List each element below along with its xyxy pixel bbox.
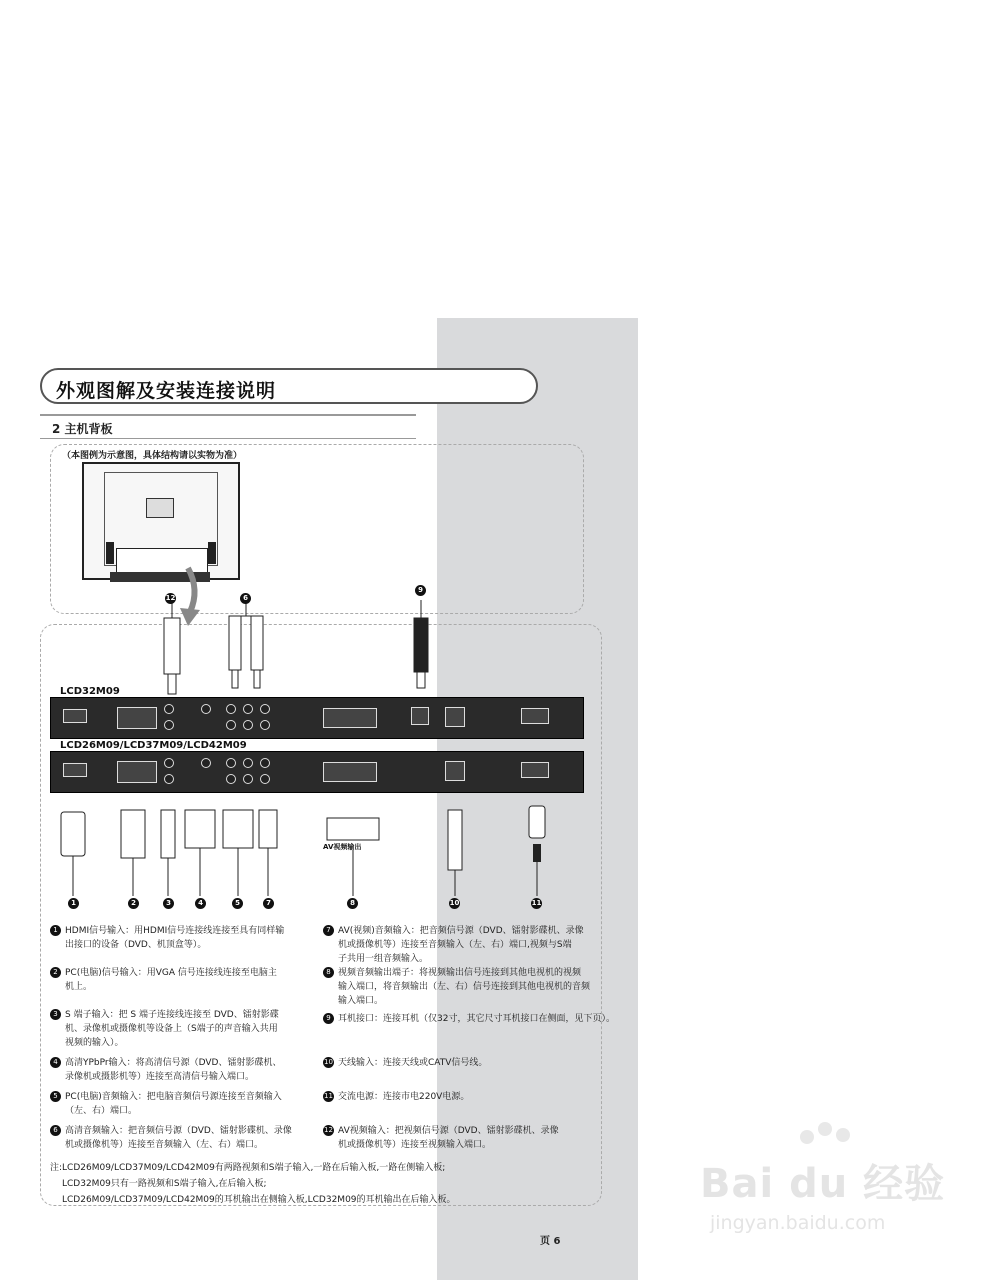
description-item: 9 耳机接口：连接耳机（仅32寸，其它尺寸耳机接口在侧面，见下页）。 xyxy=(323,1012,615,1026)
pc-audio-port xyxy=(201,758,211,768)
rear-panel-lcd32 xyxy=(50,697,584,739)
video-port xyxy=(164,774,174,784)
video-port xyxy=(164,720,174,730)
audio-port xyxy=(243,774,253,784)
connector-cables-illustration xyxy=(55,804,555,908)
callout-3: 3 xyxy=(163,898,174,909)
watermark-brand: Bai du 经验 xyxy=(700,1161,946,1207)
watermark-paw-icon xyxy=(836,1128,850,1142)
subsection-title: 2 主机背板 xyxy=(52,422,113,436)
divider xyxy=(40,414,416,416)
callout-6: 6 xyxy=(240,593,251,604)
model-label-lcd26-42: LCD26M09/LCD37M09/LCD42M09 xyxy=(60,740,247,751)
antenna-port xyxy=(445,707,465,727)
description-item: 12 AV视频输入：把视频信号源（DVD、镭射影碟机、录像 机或摄像机等）连接至视频输入端口。 xyxy=(324,1126,559,1150)
watermark-paw-icon xyxy=(800,1130,814,1144)
footnote-line: 注:LCD26M09/LCD37M09/LCD42M09有两路视频和S端子输入,一路在后输入板,一路在侧输入板; xyxy=(50,1163,446,1173)
description-item: 4 高清YPbPr输入：将高清信号源（DVD、镭射影碟机、 录像机或摄影机等）连接至高清信号输入端口。 xyxy=(50,1056,281,1084)
audio-port xyxy=(260,720,270,730)
power-port xyxy=(521,708,549,724)
model-label-lcd32: LCD32M09 xyxy=(60,686,120,697)
audio-port xyxy=(243,720,253,730)
description-item: 5 PC(电脑)音频输入：把电脑音频信号源连接至音频输入 （左、右）端口。 xyxy=(50,1090,282,1118)
ypbpr-port xyxy=(226,758,236,768)
callout-1: 1 xyxy=(68,898,79,909)
description-item: 7 AV(视频)音频输入：把音频信号源（DVD、镭射影碟机、录像 机或摄像机等）连接至音频输入（左、右）端口,视频与S端 子共用一组音频输入。 xyxy=(323,924,584,966)
headphone-port xyxy=(411,707,429,725)
svideo-port xyxy=(164,758,174,768)
ypbpr-port xyxy=(226,704,236,714)
scart-caption: AV视频输出 xyxy=(323,843,362,851)
page-number: 页 6 xyxy=(540,1236,561,1247)
hdmi-port xyxy=(63,763,87,777)
scart-port xyxy=(323,762,377,782)
description-item: 8 视频音频输出端子：将视频输出信号连接到其他电视机的视频 输入端口，将音频输出（左、右）信号连接到其他电视机的音频 输入端口。 xyxy=(323,966,590,1008)
vga-port xyxy=(117,707,157,729)
description-item: 11 交流电源：连接市电220V电源。 xyxy=(324,1092,470,1102)
description-item: 3 S 端子输入：把 S 端子连接线连接至 DVD、镭射影碟 机、录像机或摄像机等设备上（S端子的声音输入共用 视频的输入）。 xyxy=(50,1008,279,1050)
footnote-line: LCD26M09/LCD37M09/LCD42M09的耳机输出在侧输入板,LCD32M09的耳机输出在后输入板。 xyxy=(62,1195,456,1205)
vga-port xyxy=(117,761,157,783)
watermark-paw-icon xyxy=(818,1122,832,1136)
pc-audio-port xyxy=(201,704,211,714)
ypbpr-port xyxy=(243,704,253,714)
callout-9: 9 xyxy=(415,585,426,596)
callout-4: 4 xyxy=(195,898,206,909)
audio-port xyxy=(226,720,236,730)
callout-10: 10 xyxy=(449,899,460,907)
ypbpr-port xyxy=(260,704,270,714)
footnote-line: LCD32M09只有一路视频和S端子输入,在后输入板; xyxy=(62,1179,267,1189)
audio-port xyxy=(226,774,236,784)
audio-port xyxy=(260,774,270,784)
description-item: 10 天线输入：连接天线或CATV信号线。 xyxy=(324,1058,488,1068)
rear-panel-lcd26-42 xyxy=(50,751,584,793)
power-port xyxy=(521,762,549,778)
divider xyxy=(40,438,416,439)
callout-12: 12 xyxy=(165,594,176,602)
watermark-url: jingyan.baidu.com xyxy=(710,1212,886,1234)
section-title-box xyxy=(40,368,538,404)
section-title: 外观图解及安装连接说明 xyxy=(56,380,277,402)
input-cables-illustration xyxy=(150,588,450,700)
antenna-port xyxy=(445,761,465,781)
callout-2: 2 xyxy=(128,898,139,909)
description-item: 1 HDMI信号输入：用HDMI信号连接线连接至具有同样输 出接口的设备（DVD、机顶盒等）。 xyxy=(50,924,284,952)
callout-11: 11 xyxy=(531,899,542,907)
ypbpr-port xyxy=(260,758,270,768)
illustration-note: （本图例为示意图，具体结构请以实物为准） xyxy=(62,451,243,461)
callout-8: 8 xyxy=(347,898,358,909)
callout-7: 7 xyxy=(263,898,274,909)
footnotes xyxy=(50,1160,456,1208)
scart-port xyxy=(323,708,377,728)
ypbpr-port xyxy=(243,758,253,768)
callout-5: 5 xyxy=(232,898,243,909)
svideo-port xyxy=(164,704,174,714)
description-item: 6 高清音频输入：把音频信号源（DVD、镭射影碟机、录像 机或摄像机等）连接至音频输入（左、右）端口。 xyxy=(50,1124,292,1152)
description-item: 2 PC(电脑)信号输入：用VGA 信号连接线连接至电脑主 机上。 xyxy=(50,966,277,994)
hdmi-port xyxy=(63,709,87,723)
